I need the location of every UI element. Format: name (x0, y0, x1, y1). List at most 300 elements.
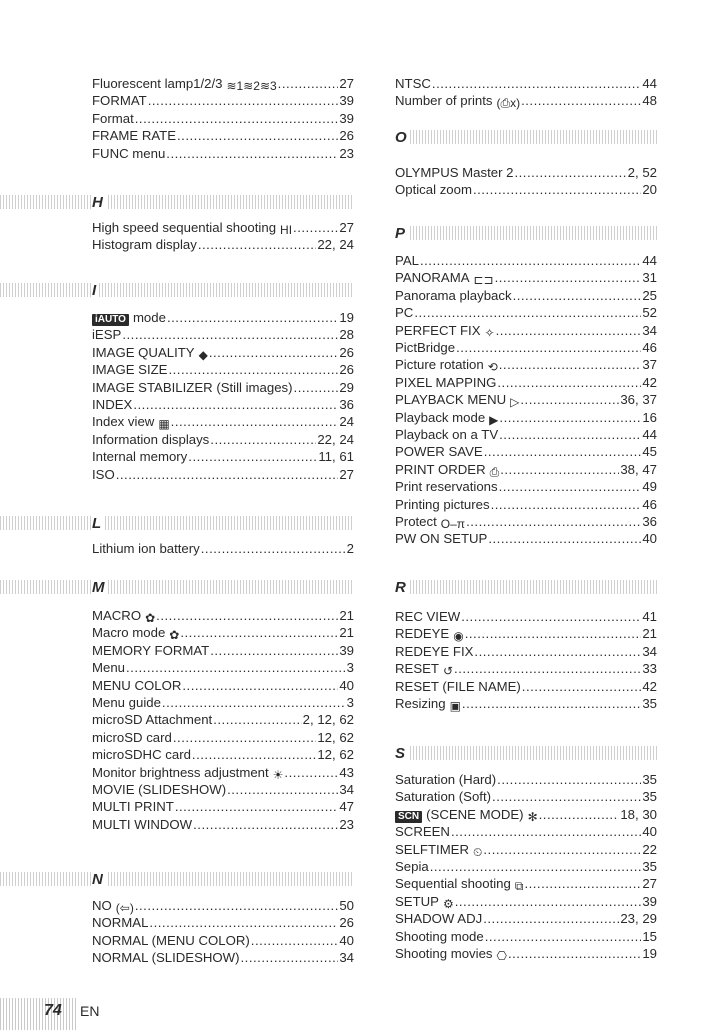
entry-symbol-icon: ⧉ (514, 879, 524, 894)
index-entry (92, 623, 354, 641)
entry-label: Histogram display (92, 237, 197, 253)
leader-dots (162, 695, 346, 711)
leader-dots (488, 531, 641, 547)
entry-label: microSD card (92, 729, 172, 745)
entry-label: REC VIEW (395, 609, 461, 624)
entry-label: microSDHC card (92, 747, 191, 763)
entry-page-ref: 37 (642, 357, 657, 373)
entry-label: Menu guide (92, 695, 161, 710)
leader-dots (492, 789, 641, 805)
leader-dots (520, 392, 619, 408)
leader-dots (188, 449, 317, 465)
leader-dots (499, 357, 642, 373)
index-entry (395, 805, 657, 823)
index-entry (92, 308, 354, 326)
entry-page-ref: 34 (642, 643, 657, 659)
entry-label: Number of prints (395, 93, 493, 109)
index-entry (395, 442, 657, 460)
leader-dots (213, 712, 301, 728)
entry-page-ref: 45 (642, 444, 657, 460)
index-entry (92, 693, 354, 711)
entry-page-ref: 26 (339, 362, 354, 378)
page-number-tab (0, 998, 76, 1030)
index-entry (395, 909, 657, 927)
entry-symbol-icon: ⎙ (489, 464, 500, 479)
entry-page-ref: 19 (642, 946, 657, 961)
index-entry (395, 624, 657, 642)
index-entry (92, 126, 354, 144)
index-entry (395, 874, 657, 892)
entry-symbol-icon: ✻ (527, 809, 538, 824)
entry-label: Playback on a TV (395, 427, 499, 442)
entry-symbol-icon: ⏲ (473, 844, 483, 859)
section-header-n (0, 872, 354, 886)
entry-page-ref: 44 (642, 76, 657, 91)
index-entry (395, 770, 657, 788)
leader-dots (122, 327, 338, 343)
section-header-l (0, 516, 354, 530)
entry-label: (SCENE MODE) (426, 806, 524, 822)
leader-dots (193, 817, 338, 833)
entry-page-ref: 52 (642, 305, 657, 321)
leader-dots (414, 305, 641, 321)
index-entry (92, 710, 354, 728)
entry-label: SCREEN (395, 824, 450, 840)
index-entry (395, 460, 657, 478)
leader-dots (465, 626, 642, 642)
entry-label: RESET (395, 661, 439, 677)
leader-dots (420, 253, 641, 269)
entry-page-ref: 2 (346, 541, 354, 556)
entry-symbol-icon: ⊏⊐ (473, 273, 494, 288)
index-entry (92, 360, 354, 378)
entry-symbol-icon: ≋1≋2≋3 (226, 79, 277, 93)
entry-label: REDEYE (395, 626, 450, 642)
mode-icon: iAUTO (92, 314, 129, 326)
entry-page-ref: 27 (339, 466, 354, 482)
entry-page-ref: 34 (642, 322, 657, 338)
entry-label: Printing pictures (395, 496, 490, 512)
index-entry (92, 325, 354, 343)
index-entry (395, 607, 657, 625)
entry-page-ref: 22, 24 (317, 237, 354, 253)
section-letter: M (92, 580, 108, 596)
entry-page-ref: 35 (642, 772, 657, 787)
entry-label: Sequential shooting (395, 876, 511, 892)
entry-symbol-icon: ⎔ (496, 949, 507, 963)
leader-dots (116, 467, 339, 483)
entry-page-ref: 36, 37 (620, 392, 657, 408)
index-entry (395, 495, 657, 513)
leader-dots (474, 644, 641, 660)
entry-label: microSD Attachment (92, 712, 213, 728)
entry-label: SHADOW ADJ (395, 911, 483, 927)
leader-dots (210, 432, 316, 448)
leader-dots (508, 946, 641, 962)
index-entry (395, 321, 657, 339)
leader-dots (491, 497, 642, 513)
index-entry (92, 948, 354, 966)
entry-page-ref: 49 (642, 479, 657, 495)
leader-dots (497, 375, 641, 391)
leader-dots (499, 427, 641, 443)
entry-label: PC (395, 305, 414, 321)
entry-label: Format (92, 110, 134, 126)
entry-page-ref: 39 (339, 110, 354, 126)
entry-symbol-icon: ✧ (484, 325, 495, 340)
leader-dots (198, 237, 317, 253)
index-entry (395, 642, 657, 660)
entry-label: Macro mode (92, 625, 166, 641)
index-entry (92, 606, 354, 624)
entry-symbol-icon: ▶ (489, 412, 499, 427)
entry-symbol-icon: ▷ (510, 395, 520, 410)
index-entry (92, 74, 354, 92)
entry-symbol-icon: ✿ (169, 628, 180, 643)
page-number: 74 (44, 1002, 62, 1019)
index-entry (395, 373, 657, 391)
leader-dots (514, 165, 626, 181)
leader-dots (456, 340, 641, 356)
entry-page-ref: 46 (642, 340, 657, 355)
entry-label: Internal memory (92, 449, 188, 465)
entry-label: Saturation (Hard) (395, 772, 497, 787)
entry-label: PAL (395, 253, 419, 268)
entry-label: PLAYBACK MENU (395, 392, 507, 408)
entry-page-ref: 16 (642, 409, 657, 425)
section-header-i (0, 283, 354, 297)
index-entry (395, 659, 657, 677)
index-entry (395, 408, 657, 426)
entry-page-ref: 26 (339, 344, 354, 360)
entry-label: Menu (92, 660, 125, 676)
leader-dots (227, 782, 338, 798)
leader-dots (522, 679, 642, 695)
index-entry (395, 425, 657, 443)
index-entry (395, 251, 657, 269)
entry-page-ref: 26 (339, 128, 354, 144)
leader-dots (149, 915, 338, 931)
leader-dots (175, 799, 339, 815)
entry-page-ref: 40 (642, 824, 657, 840)
entry-label: MULTI PRINT (92, 799, 174, 815)
entry-page-ref: 21 (339, 608, 354, 623)
entry-label: PANORAMA (395, 270, 470, 286)
leader-dots (499, 410, 641, 426)
entry-label: MEMORY FORMAT (92, 642, 210, 658)
entry-label: IMAGE QUALITY (92, 344, 195, 360)
entry-label: RESET (FILE NAME) (395, 678, 521, 694)
leader-dots (180, 625, 338, 641)
entry-page-ref: 20 (642, 182, 657, 198)
leader-dots (168, 362, 338, 378)
entry-page-ref: 36 (339, 397, 354, 412)
entry-symbol-icon: ✿ (145, 611, 156, 625)
index-entry (395, 180, 657, 198)
entry-label: NORMAL (SLIDESHOW) (92, 950, 240, 966)
entry-label: FUNC menu (92, 145, 166, 161)
entry-label: Information displays (92, 431, 210, 447)
index-entry (92, 896, 354, 914)
index-entry (92, 780, 354, 798)
section-letter: P (395, 226, 408, 242)
section-header-m (0, 580, 354, 594)
entry-page-ref: 27 (339, 76, 354, 91)
entry-page-ref: 2, 52 (627, 165, 657, 180)
entry-label: REDEYE FIX (395, 643, 474, 659)
leader-dots (201, 541, 346, 557)
index-entry (395, 338, 657, 356)
mode-icon: SCN (395, 811, 422, 823)
entry-page-ref: 41 (642, 609, 657, 624)
leader-dots (278, 76, 339, 92)
leader-dots (148, 93, 339, 109)
leader-dots (156, 608, 338, 624)
entry-label: Monitor brightness adjustment (92, 764, 269, 780)
index-entry (92, 676, 354, 694)
entry-page-ref: 43 (339, 764, 354, 780)
entry-page-ref: 27 (642, 876, 657, 892)
entry-page-ref: 40 (339, 932, 354, 948)
entry-symbol-icon: ▣ (449, 699, 461, 713)
index-entry (92, 797, 354, 815)
index-entry (92, 343, 354, 361)
entry-symbol-icon: (⎙x) (496, 96, 521, 111)
index-entry (395, 892, 657, 910)
index-entry (395, 355, 657, 373)
index-entry (92, 430, 354, 448)
entry-label: NTSC (395, 76, 431, 91)
entry-page-ref: 12, 62 (317, 729, 354, 745)
entry-page-ref: 3 (346, 695, 354, 710)
entry-page-ref: 34 (339, 950, 354, 966)
entry-page-ref: 21 (339, 625, 354, 641)
entry-page-ref: 46 (642, 496, 657, 512)
index-entry (395, 303, 657, 321)
entry-label: High speed sequential shooting (92, 220, 277, 235)
entry-page-ref: 25 (642, 287, 657, 303)
entry-symbol-icon: ⟲ (487, 360, 498, 375)
entry-label: Saturation (Soft) (395, 789, 492, 805)
entry-page-ref: 28 (339, 327, 354, 343)
leader-dots (251, 933, 339, 949)
leader-dots (451, 824, 641, 840)
index-entry (395, 529, 657, 547)
leader-dots (167, 310, 338, 326)
entry-page-ref: 2, 12, 62 (302, 712, 354, 728)
leader-dots (133, 397, 338, 413)
entry-page-ref: 50 (339, 898, 354, 913)
leader-dots (466, 514, 641, 530)
entry-page-ref: 12, 62 (317, 747, 354, 763)
entry-label: Panorama playback (395, 287, 512, 303)
section-letter: N (92, 872, 106, 888)
entry-page-ref: 33 (642, 661, 657, 677)
index-entry (395, 163, 657, 181)
entry-label: MACRO (92, 608, 142, 623)
entry-page-ref: 27 (339, 220, 354, 235)
leader-dots (293, 220, 338, 236)
index-entry (92, 465, 354, 483)
entry-label: NORMAL (92, 915, 149, 931)
leader-dots (513, 288, 642, 304)
entry-label: FRAME RATE (92, 128, 177, 144)
index-entry (395, 822, 657, 840)
entry-label: iESP (92, 327, 122, 343)
leader-dots (484, 444, 642, 460)
entry-page-ref: 22 (642, 841, 657, 857)
entry-label: OLYMPUS Master 2 (395, 165, 514, 180)
entry-page-ref: 31 (642, 270, 657, 286)
index-entry (92, 763, 354, 781)
index-entry (395, 927, 657, 945)
index-entry (92, 218, 354, 236)
entry-label: Protect (395, 514, 437, 529)
leader-dots (432, 76, 641, 92)
entry-label: NO (92, 898, 112, 913)
entry-label: Optical zoom (395, 182, 472, 198)
index-entry (395, 694, 657, 712)
entry-symbol-icon: ◆ (198, 347, 208, 362)
entry-symbol-icon: (⇦) (115, 901, 134, 915)
index-entry (92, 815, 354, 833)
entry-symbol-icon: ☀ (272, 767, 284, 782)
entry-page-ref: 26 (339, 915, 354, 931)
entry-label: Shooting mode (395, 928, 484, 944)
leader-dots (539, 807, 620, 823)
entry-page-ref: 40 (339, 677, 354, 693)
entry-label: NORMAL (MENU COLOR) (92, 932, 250, 948)
index-entry (395, 477, 657, 495)
entry-page-ref: 15 (642, 928, 657, 944)
entry-page-ref: 39 (339, 642, 354, 658)
entry-page-ref: 36 (642, 514, 657, 529)
index-entry (92, 144, 354, 162)
section-header-h (0, 195, 354, 209)
leader-dots (126, 660, 346, 676)
entry-page-ref: 35 (642, 789, 657, 805)
leader-dots (455, 894, 642, 910)
entry-label: INDEX (92, 397, 133, 412)
section-header-o (395, 130, 657, 144)
leader-dots (209, 345, 339, 361)
entry-page-ref: 18, 30 (620, 806, 657, 822)
leader-dots (210, 643, 338, 659)
leader-dots (497, 772, 641, 788)
leader-dots (171, 414, 339, 430)
index-entry (395, 840, 657, 858)
entry-label: Lithium ion battery (92, 541, 200, 556)
entry-label: POWER SAVE (395, 444, 483, 460)
entry-page-ref: 42 (642, 678, 657, 694)
leader-dots (483, 842, 641, 858)
section-letter: O (395, 130, 410, 146)
entry-label: Picture rotation (395, 357, 484, 373)
entry-page-ref: 47 (339, 799, 354, 815)
leader-dots (462, 696, 641, 712)
index-entry (395, 512, 657, 530)
leader-dots (485, 929, 642, 945)
leader-dots (166, 146, 338, 162)
leader-dots (135, 898, 339, 914)
index-entry (92, 728, 354, 746)
section-letter: H (92, 195, 106, 211)
entry-symbol-icon: HI (280, 223, 293, 237)
leader-dots (182, 678, 338, 694)
leader-dots (454, 661, 641, 677)
entry-label: MENU COLOR (92, 677, 182, 693)
index-entry (395, 677, 657, 695)
section-header-r (395, 580, 657, 594)
entry-page-ref: 34 (339, 782, 354, 797)
entry-label: Sepia (395, 859, 429, 874)
leader-dots (177, 128, 338, 144)
entry-page-ref: 35 (642, 859, 657, 874)
entry-label: Index view (92, 414, 155, 430)
entry-label: SETUP (395, 893, 439, 909)
leader-dots (294, 380, 339, 396)
index-entry (395, 857, 657, 875)
index-entry (92, 109, 354, 127)
leader-dots (524, 876, 641, 892)
index-entry (92, 235, 354, 253)
entry-page-ref: 24 (339, 414, 354, 430)
index-entry (92, 395, 354, 413)
index-entry (395, 390, 657, 408)
entry-label: IMAGE SIZE (92, 362, 168, 378)
entry-label: Resizing (395, 696, 446, 711)
entry-label: Playback mode (395, 409, 486, 425)
entry-page-ref: 3 (346, 660, 354, 676)
entry-page-ref: 23 (339, 816, 354, 832)
leader-dots (499, 479, 642, 495)
entry-page-ref: 23, 29 (620, 911, 657, 927)
section-header-s (395, 746, 657, 760)
leader-dots (521, 93, 641, 109)
section-letter: S (395, 746, 408, 762)
entry-page-ref: 42 (642, 374, 657, 390)
entry-symbol-icon: ↺ (442, 664, 454, 679)
entry-label: PW ON SETUP (395, 531, 488, 547)
entry-label: PictBridge (395, 340, 456, 355)
leader-dots (173, 730, 316, 746)
index-entry (92, 745, 354, 763)
leader-dots (495, 270, 642, 286)
index-entry (395, 74, 657, 92)
entry-label: PIXEL MAPPING (395, 374, 497, 390)
index-entry (92, 539, 354, 557)
leader-dots (500, 462, 619, 478)
entry-label: FORMAT (92, 93, 147, 109)
index-entry (92, 447, 354, 465)
index-entry (395, 286, 657, 304)
entry-page-ref: 19 (339, 310, 354, 325)
index-entry (395, 268, 657, 286)
index-entry (92, 658, 354, 676)
entry-page-ref: 44 (642, 253, 657, 268)
leader-dots (284, 765, 338, 781)
entry-page-ref: 22, 24 (317, 431, 354, 447)
entry-label: SELFTIMER (395, 841, 470, 857)
index-entry (92, 931, 354, 949)
index-entry (395, 91, 657, 109)
leader-dots (473, 182, 641, 198)
leader-dots (241, 950, 339, 966)
entry-page-ref: 38, 47 (620, 461, 657, 477)
leader-dots (430, 859, 642, 875)
entry-page-ref: 39 (339, 93, 354, 109)
leader-dots (135, 111, 339, 127)
